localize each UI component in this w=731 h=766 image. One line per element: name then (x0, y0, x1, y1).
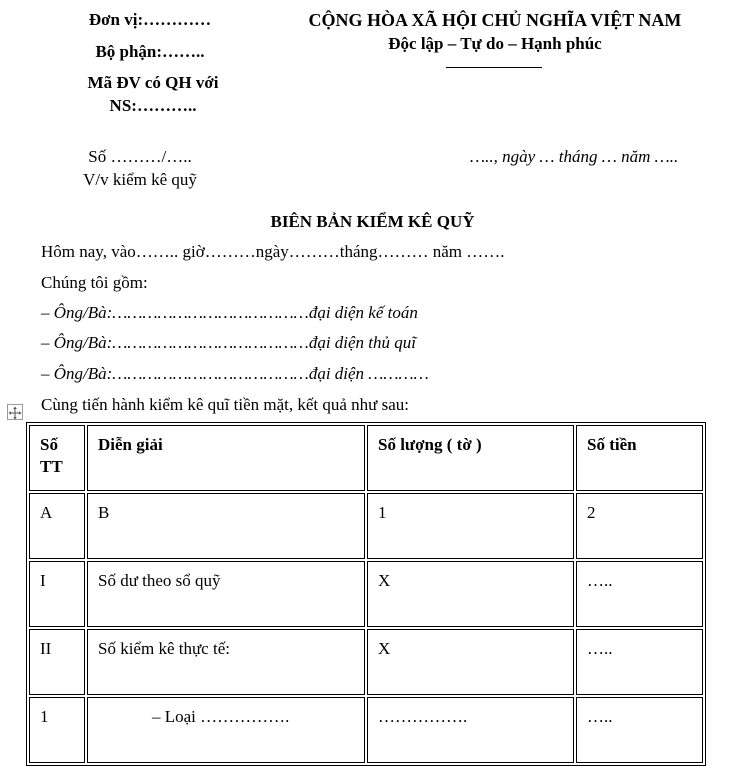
rep-role: đại diện thủ quĩ (308, 333, 417, 352)
cell-quantity: X (367, 629, 574, 695)
representative-cashier (41, 333, 416, 353)
national-title: CỘNG HÒA XÃ HỘI CHỦ NGHĨA VIỆT NAM (308, 10, 682, 30)
cell-quantity: 1 (367, 493, 574, 559)
cash-count-table (26, 422, 706, 766)
cell-description: B (87, 493, 365, 559)
rep-dots: ………………………………… (112, 303, 309, 322)
cell-amount: ….. (576, 629, 703, 695)
place-date: ….., ngày … tháng … năm ….. (470, 147, 679, 166)
document-title: BIÊN BẢN KIỂM KÊ QUỸ (270, 212, 475, 231)
rep-prefix: – Ông/Bà: (41, 303, 113, 322)
relation-code-value: NS:……….. (109, 96, 197, 115)
motto-underline (446, 67, 542, 68)
rep-dots: ………………………………… (112, 364, 309, 383)
cell-description: Số kiểm kê thực tế: (87, 629, 365, 695)
table-move-handle[interactable] (7, 404, 23, 420)
header-description: Diễn giải (87, 425, 365, 491)
representative-other (41, 364, 429, 384)
rep-role: đại diện ………… (308, 364, 429, 383)
table-row (29, 561, 703, 627)
cell-no: A (29, 493, 85, 559)
cell-amount: ….. (576, 697, 703, 763)
header-quantity: Số lượng ( tờ ) (367, 425, 574, 491)
cell-amount: 2 (576, 493, 703, 559)
rep-dots: ………………………………… (112, 333, 309, 352)
cell-description: Số dư theo sổ quỹ (87, 561, 365, 627)
rep-role: đại diện kế toán (308, 303, 418, 322)
table-row (29, 493, 703, 559)
document-subject: V/v kiểm kê quỹ (83, 170, 197, 189)
cell-amount: ….. (576, 561, 703, 627)
table-row (29, 629, 703, 695)
cell-no: 1 (29, 697, 85, 763)
table-header-row (29, 425, 703, 491)
paragraph-today: Hôm nay, vào…….. giờ………ngày………tháng……… năm ……. (41, 242, 505, 261)
move-arrows-icon (8, 406, 22, 420)
national-motto: Độc lập – Tự do – Hạnh phúc (388, 34, 602, 53)
representative-accounting (41, 303, 418, 323)
cell-quantity: ……………. (367, 697, 574, 763)
paragraph-we-include: Chúng tôi gồm: (41, 273, 148, 292)
paragraph-proceed: Cùng tiến hành kiểm kê quĩ tiền mặt, kết quả như sau: (41, 395, 410, 414)
department-field: Bộ phận:…….. (95, 42, 205, 61)
rep-prefix: – Ông/Bà: (41, 333, 113, 352)
table-row (29, 697, 703, 763)
unit-field: Đơn vị:………… (88, 10, 212, 29)
rep-prefix: – Ông/Bà: (41, 364, 113, 383)
cell-no: I (29, 561, 85, 627)
document-number: Số ………/….. (88, 147, 192, 166)
cell-no: II (29, 629, 85, 695)
cell-description: – Loại ……………. (87, 697, 365, 763)
cell-quantity: X (367, 561, 574, 627)
header-no: Số TT (29, 425, 85, 491)
header-amount: Số tiền (576, 425, 703, 491)
relation-code-label: Mã ĐV có QH với (87, 73, 219, 92)
